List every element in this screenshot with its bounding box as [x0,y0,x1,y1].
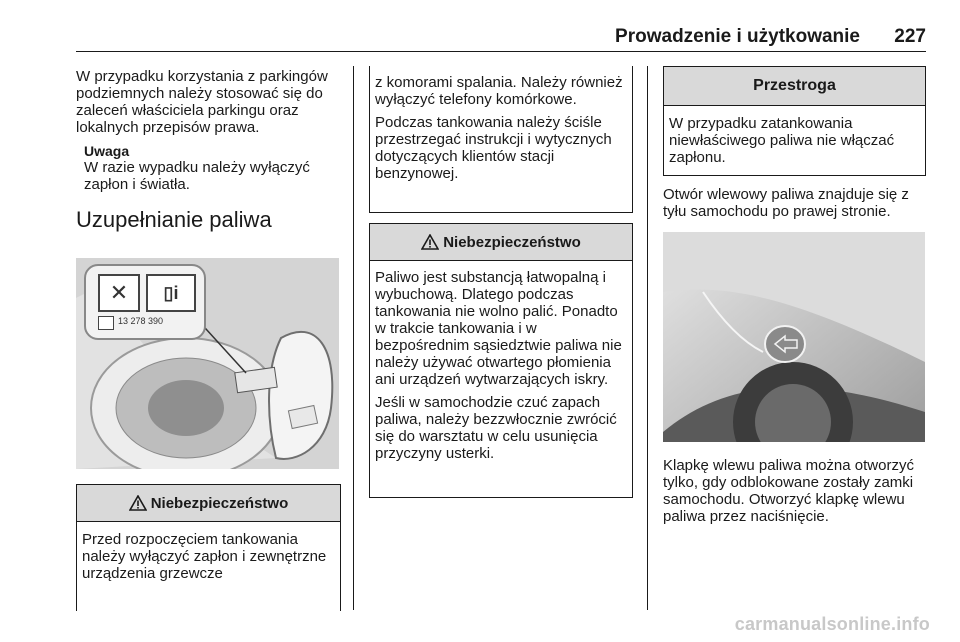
continued-box-para-2: Podczas tankowania należy ściśle przestrzegać instrukcji i wytycznych dotyczących klientów stacji benzynowej. [375,114,612,182]
danger-box-2-para-1: Paliwo jest substancją łatwopalną i wybuchową. Dlatego podczas tankowania nie wolno palić. Ponadto w trakcie tankowania i w bezpośrednim sąsiedztwie paliwa nie należy używać otwartego płomienia ani urządzeń wytwarzających iskry. [375,269,622,388]
page-header-title: Prowadzenie i użytkowanie [615,26,860,47]
filler-location-paragraph: Otwór wlewowy paliwa znajduje się z tyłu samochodu po prawej stronie. [663,186,909,220]
manual-book-icon: ▯i [146,274,196,312]
no-fire-icon: ✕ [98,274,140,312]
danger-box-1-header [77,485,340,522]
danger-box-2-header [370,224,632,261]
danger-box-2 [369,223,633,498]
column-3-text-2 [663,457,931,525]
gm-logo-icon [98,316,114,330]
column-1 [76,68,340,233]
continued-box-para-1: z komorami spalania. Należy również wyłączyć telefony komórkowe. [375,74,623,108]
intro-paragraph: W przypadku korzystania z parkingów podziemnych należy stosować się do zaleceń właściciela parkingu oraz lokalnych przepisów prawa. [76,68,328,136]
warning-triangle-icon [421,234,439,250]
caution-box-text: W przypadku zatankowania niewłaściwego paliwa nie włączać zapłonu. [669,115,895,166]
warning-triangle-icon [129,495,147,511]
watermark: carmanualsonline.info [734,614,930,634]
danger-box-2-para-2: Jeśli w samochodzie czuć zapach paliwa, należy bezzwłocznie zwrócić się do warsztatu w celu usunięcia przyczyny usterki. [375,394,617,462]
note-title: Uwaga [84,143,130,159]
danger-box-2-title: Niebezpieczeństwo [443,233,581,251]
danger-box-1-title: Niebezpieczeństwo [150,494,289,512]
fuel-flap-figure [76,258,339,469]
flap-opening-paragraph: Klapkę wlewu paliwa można otworzyć tylko, gdy odblokowane zostały zamki samochodu. Otworzyć klapkę wlewu paliwa przez naciśnięcie. [663,457,914,525]
column-divider-2 [647,66,648,610]
header-rule [76,51,926,52]
caution-box-header [664,67,925,106]
column-3-text-1 [663,186,929,220]
continued-box [369,66,633,213]
callout-label [84,264,206,340]
car-rear-photo [663,232,925,442]
note-body: W razie wypadku należy wyłączyć zapłon i światła. [84,159,310,193]
danger-box-1 [76,484,341,611]
page-number: 227 [894,26,926,47]
caution-box [663,66,926,176]
column-divider-1 [353,66,354,610]
label-part-number: 13 278 390 [118,316,164,326]
caution-box-title: Przestroga [753,77,836,94]
danger-box-1-text: Przed rozpoczęciem tankowania należy wyłączyć zapłon i zewnętrzne urządzenia grzewcze [82,531,327,582]
car-rear-illustration [663,232,925,442]
section-heading: Uzupełnianie paliwa [76,207,272,232]
